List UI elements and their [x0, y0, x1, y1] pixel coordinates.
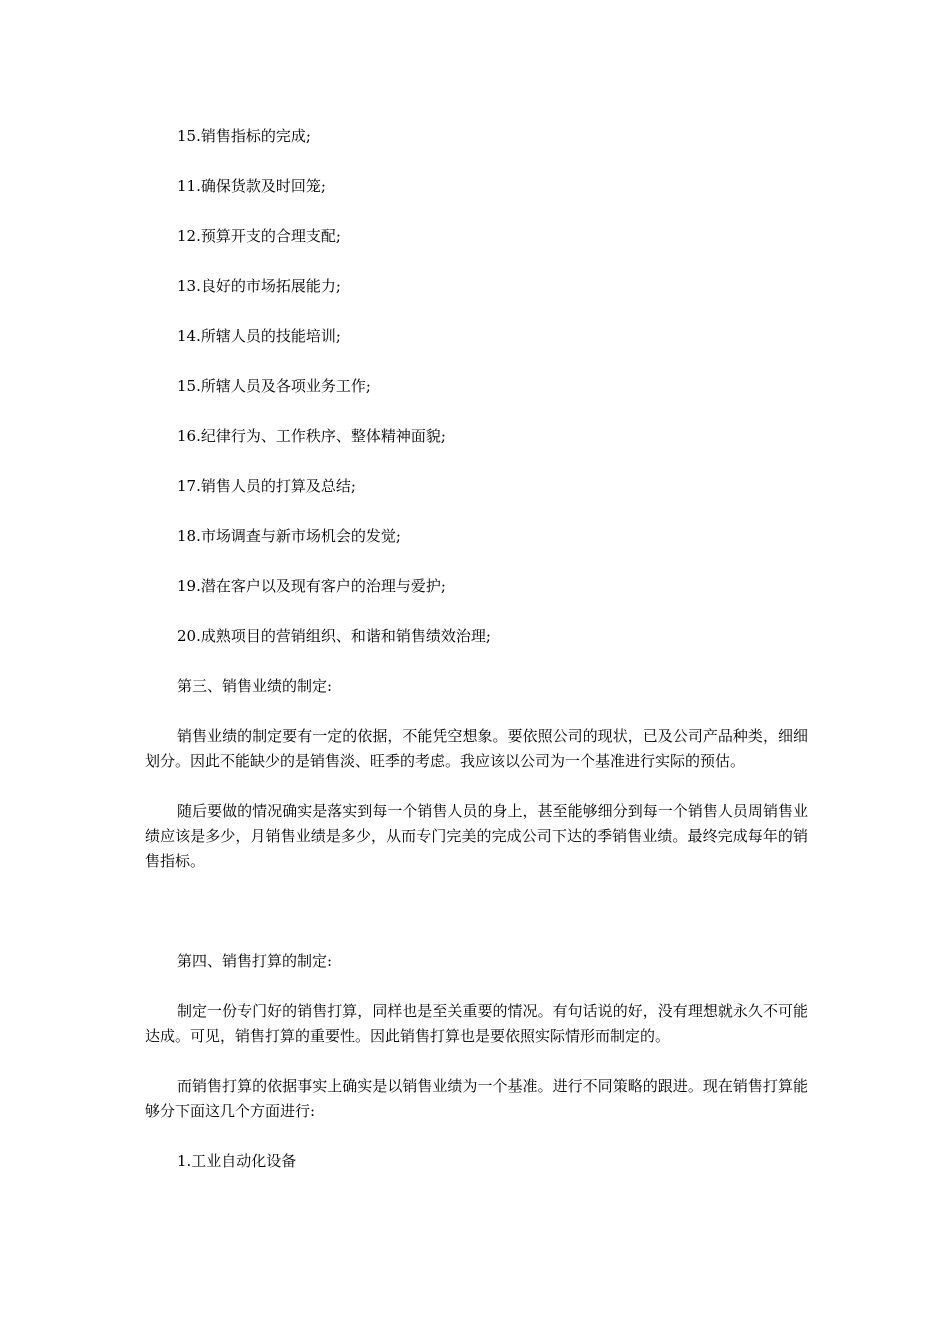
list-item: 12.预算开支的合理支配;: [177, 227, 341, 245]
list-item: 14.所辖人员的技能培训;: [177, 327, 341, 345]
list-item: 18.市场调查与新市场机会的发觉;: [177, 527, 401, 545]
list-item: 20.成熟项目的营销组织、和谐和销售绩效治理;: [177, 627, 491, 645]
section-heading: 第四、销售打算的制定:: [177, 952, 333, 970]
section-heading: 第三、销售业绩的制定:: [177, 677, 333, 695]
list-item: 15.销售指标的完成;: [177, 127, 311, 145]
paragraph: 随后要做的情况确实是落实到每一个销售人员的身上，甚至能够细分到每一个销售人员周销售业绩应该是多少，月销售业绩是多少，从而专门完美的完成公司下达的季销售业绩。最终完成每年的销售指标。: [145, 802, 808, 870]
paragraph: 而销售打算的依据事实上确实是以销售业绩为一个基准。进行不同策略的跟进。现在销售打算能够分下面这几个方面进行:: [145, 1077, 808, 1120]
list-item: 13.良好的市场拓展能力;: [177, 277, 341, 295]
list-item: 16.纪律行为、工作秩序、整体精神面貌;: [177, 427, 446, 445]
document-body: [145, 124, 808, 1199]
paragraph: 制定一份专门好的销售打算，同样也是至关重要的情况。有句话说的好，没有理想就永久不可能达成。可见，销售打算的重要性。因此销售打算也是要依照实际情形而制定的。: [145, 1002, 808, 1045]
blank-space: [145, 899, 808, 949]
list-item: 15.所辖人员及各项业务工作;: [177, 377, 371, 395]
list-item: 17.销售人员的打算及总结;: [177, 477, 356, 495]
list-item: 1.工业自动化设备: [177, 1152, 297, 1170]
paragraph: 销售业绩的制定要有一定的依据，不能凭空想象。要依照公司的现状，已及公司产品种类，细细划分。因此不能缺少的是销售淡、旺季的考虑。我应该以公司为一个基准进行实际的预估。: [145, 727, 808, 770]
list-item: 19.潜在客户以及现有客户的治理与爱护;: [177, 577, 446, 595]
list-item: 11.确保货款及时回笼;: [177, 177, 326, 195]
